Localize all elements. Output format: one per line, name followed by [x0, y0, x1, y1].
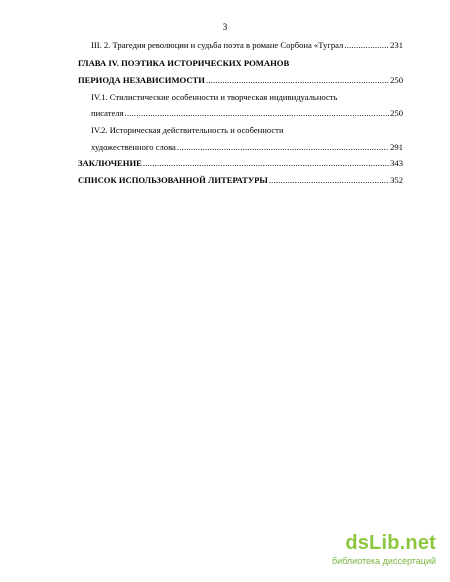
toc-chapter-heading[interactable]: [78, 57, 403, 69]
toc-entry[interactable]: [91, 91, 403, 103]
toc-entry-title: ПЕРИОДА НЕЗАВИСИМОСТИ: [78, 75, 205, 85]
toc-entry[interactable]: [78, 157, 403, 169]
toc-leader-dots: [206, 74, 389, 86]
toc-entry-title: IV.2. Историческая действительность и особенности: [91, 125, 284, 135]
dslib-watermark[interactable]: [318, 532, 436, 568]
toc-entry[interactable]: [78, 74, 403, 86]
toc-entry-title: III. 2. Трагедия революции и судьба поэта в романе Сорбона «Туграл: [91, 40, 344, 50]
toc-entry-title: IV.1. Стилистические особенности и творческая индивидуальность: [91, 92, 338, 102]
toc-entry-page: 343: [390, 158, 403, 168]
toc-entry-title: СПИСОК ИСПОЛЬЗОВАННОЙ ЛИТЕРАТУРЫ: [78, 175, 268, 185]
toc-leader-dots: [125, 107, 390, 119]
toc-leader-dots: [344, 39, 389, 51]
toc-entry-page: 352: [390, 175, 403, 185]
dslib-logo: dsLib.net: [345, 532, 436, 554]
toc-leader-dots: [143, 157, 389, 169]
toc-entry[interactable]: [78, 174, 403, 186]
toc-leader-dots: [269, 174, 389, 186]
toc-leader-dots: [177, 141, 389, 153]
page-number: 3: [222, 22, 228, 32]
dslib-tagline: библиотека диссертаций: [331, 556, 436, 566]
toc-entry-page: 250: [390, 75, 403, 85]
toc-entry[interactable]: [91, 107, 403, 119]
toc-entry-title: ГЛАВА IV. ПОЭТИКА ИСТОРИЧЕСКИХ РОМАНОВ: [78, 58, 290, 68]
toc-entry-title: писателя: [91, 108, 124, 118]
toc-entry-page: 291: [390, 142, 403, 152]
toc-entry-title: ЗАКЛЮЧЕНИЕ: [78, 158, 142, 168]
toc-entry[interactable]: [91, 141, 403, 153]
toc-entry-title: художественного слова: [91, 142, 176, 152]
toc-entry-page: 250: [390, 108, 403, 118]
toc-entry-page: 231: [390, 40, 403, 50]
toc-entry[interactable]: [91, 39, 403, 51]
toc-entry[interactable]: [91, 124, 403, 136]
